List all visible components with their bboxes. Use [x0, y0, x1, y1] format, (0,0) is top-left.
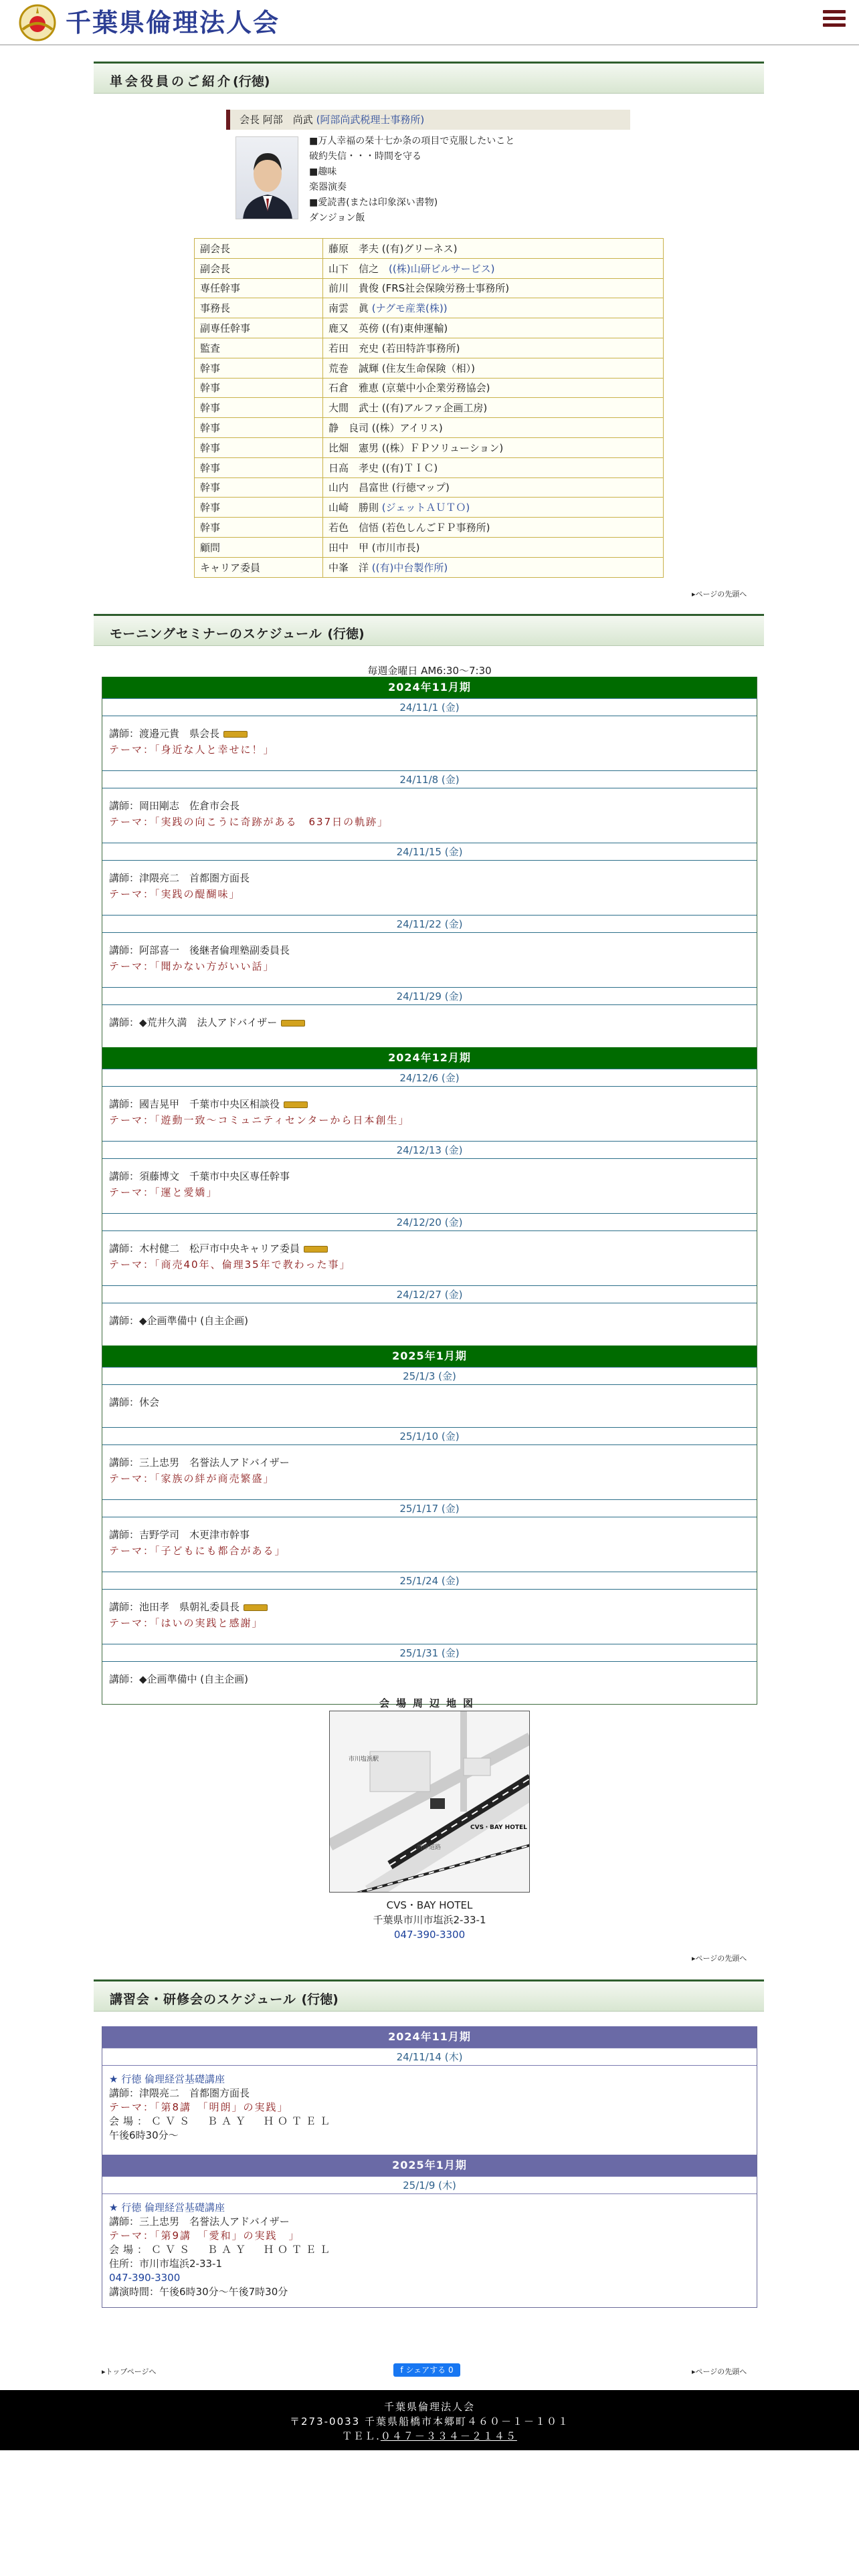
morning-section-suffix: (行徳) [327, 627, 365, 641]
officer-name: 前川 貴俊 (FRS社会保険労務士事務所) [328, 282, 510, 295]
officer-role: 顧問 [195, 537, 323, 557]
session-lecturer: 講師：渡邉元貴 県会長 [109, 728, 220, 740]
session-lecturer-line [109, 1096, 750, 1112]
morning-section-title: モーニングセミナーのスケジュール [110, 627, 322, 641]
session-date: 25/1/3 (金) [102, 1367, 757, 1385]
lecture-section-suffix: (行徳) [301, 1992, 339, 2007]
session-lecturer: 講師：岡田剛志 佐倉市会長 [109, 800, 240, 812]
lecture-item [102, 2066, 757, 2155]
officer-name: 山崎 勝則 [328, 502, 382, 514]
session-date: 24/11/1 (金) [102, 698, 757, 716]
officer-role: 幹事 [195, 378, 323, 398]
officer-name-cell [323, 338, 664, 358]
session-lecturer: 講師：須藤博文 千葉市中央区専任幹事 [109, 1170, 290, 1182]
lecture-lecturer: 講師：三上忠男 名誉法人アドバイザー [109, 2216, 290, 2228]
officer-name: 山下 信之 [328, 262, 389, 275]
officer-name: 比畑 憲男 ((株）ＦＰソリューション) [328, 441, 504, 454]
session-theme: テーマ：「子どもにも都合がある」 [109, 1545, 286, 1557]
session-theme: テーマ：「遊動一致〜コミュニティセンターから日本創生」 [109, 1114, 410, 1126]
officer-name-cell [323, 398, 664, 418]
officer-name: 日高 孝史 ((有)ＴＩＣ) [328, 461, 438, 474]
officer-name-cell [323, 358, 664, 378]
morning-section-header [94, 614, 764, 646]
session-theme: テーマ：「運と愛嬌」 [109, 1186, 218, 1198]
lecture-category[interactable]: ★ 行徳 倫理経営基礎講座 [109, 2073, 225, 2085]
officer-role: 幹事 [195, 437, 323, 457]
lecture-category[interactable]: ★ 行徳 倫理経営基礎講座 [109, 2202, 225, 2214]
venue-map[interactable] [329, 1711, 530, 1893]
lecture-lecturer: 講師：津隈亮二 首都圏方面長 [109, 2087, 250, 2099]
lecture-venue: 会場：ＣＶＳ ＢＡＹ ＨＯＴＥＬ [109, 2115, 335, 2127]
officer-row [195, 239, 664, 259]
president-label: 会長 阿部 尚武 [240, 114, 313, 126]
officer-name-cell [323, 258, 664, 278]
president-note: ■趣味 [309, 167, 337, 177]
map-icon [330, 1711, 530, 1893]
session-item [102, 1590, 757, 1644]
officer-row [195, 557, 664, 577]
session-item [102, 861, 757, 915]
officer-role: 副会長 [195, 258, 323, 278]
profile-badge-icon[interactable] [284, 1101, 308, 1108]
map-title: 会場周辺地図 [379, 1697, 480, 1709]
lecture-detail: 午後6時30分〜 [109, 2129, 179, 2141]
session-theme: テーマ：「実践の醍醐味」 [109, 888, 241, 900]
officer-row [195, 477, 664, 498]
session-date: 24/12/20 (金) [102, 1213, 757, 1231]
session-date: 24/11/8 (金) [102, 770, 757, 788]
month-header: 2024年11月期 [102, 677, 757, 698]
footer-tel-label: ＴＥＬ. [342, 2430, 381, 2442]
session-lecturer-line [109, 1671, 750, 1687]
to-top-link[interactable]: ▸ページの先頭へ [692, 2367, 747, 2376]
session-theme: テーマ：「実践の向こうに奇跡がある 637日の軌跡」 [109, 816, 389, 828]
president-note: ■万人幸福の栞十七か条の項目で克服したいこと [309, 136, 515, 146]
officer-role: 幹事 [195, 498, 323, 518]
portrait-icon [236, 137, 298, 219]
officer-name-cell [323, 378, 664, 398]
officer-name: 石倉 雅恵 (京葉中小企業労務協会) [328, 382, 490, 395]
officer-name-cell [323, 318, 664, 338]
officer-row [195, 418, 664, 438]
session-date: 25/1/24 (金) [102, 1572, 757, 1590]
session-item [102, 716, 757, 770]
officer-company-link[interactable]: ((株)山研ビルサービス) [389, 262, 495, 275]
officer-name-cell [323, 557, 664, 577]
session-date: 24/11/29 (金) [102, 987, 757, 1005]
session-date: 24/11/15 (金) [102, 843, 757, 861]
officer-name-cell [323, 537, 664, 557]
officers-table [194, 238, 664, 578]
profile-badge-icon[interactable] [223, 731, 248, 738]
officer-company-link[interactable]: (ジェットＡＵＴＯ) [381, 502, 470, 514]
venue-name: CVS・BAY HOTEL [386, 1899, 473, 1911]
officer-name: 藤原 孝夫 ((有)グリーネス) [328, 242, 458, 255]
month-header: 2024年12月期 [102, 1047, 757, 1069]
session-item [102, 1385, 757, 1427]
logo-icon[interactable] [19, 4, 56, 41]
officers-section-title: 単会役員のご紹介 [110, 74, 233, 89]
session-lecturer-line [109, 870, 750, 886]
session-lecturer: 講師：木村健二 松戸市中央キャリア委員 [109, 1243, 300, 1255]
session-item [102, 1445, 757, 1499]
officer-role: 事務長 [195, 298, 323, 318]
officer-name: 山内 昌富世 (行徳マップ) [328, 481, 450, 494]
officer-name-cell [323, 518, 664, 538]
session-lecturer-line [109, 1599, 750, 1615]
session-item [102, 788, 757, 843]
lecture-venue: 会場：ＣＶＳ ＢＡＹ ＨＯＴＥＬ [109, 2244, 335, 2256]
officer-name: 若色 信悟 (若色しんごＦＰ事務所) [328, 522, 490, 534]
session-lecturer-line [109, 1014, 750, 1031]
officer-role: 監査 [195, 338, 323, 358]
president-note: 楽器演奏 [309, 182, 347, 193]
session-lecturer-line [109, 1313, 750, 1329]
session-theme: テーマ：「家族の絆が商売繁盛」 [109, 1473, 275, 1485]
officer-role: 幹事 [195, 477, 323, 498]
session-lecturer-line [109, 1527, 750, 1543]
officer-role: 幹事 [195, 398, 323, 418]
officer-name-cell [323, 437, 664, 457]
morning-schedule [102, 677, 757, 1705]
footer-tel-line [0, 2429, 859, 2444]
lecture-item [102, 2194, 757, 2307]
session-item [102, 1517, 757, 1572]
officer-name: 田中 甲 (市川市長) [328, 541, 420, 554]
lecture-schedule [102, 2026, 757, 2308]
session-lecturer-line [109, 1394, 750, 1410]
share-button[interactable]: f シェアする 0 [393, 2363, 460, 2377]
officer-row [195, 318, 664, 338]
president-notes [309, 134, 514, 226]
officer-row [195, 358, 664, 378]
officer-row [195, 278, 664, 298]
officer-row [195, 437, 664, 457]
to-top-page-link[interactable]: ▸トップページへ [102, 2367, 157, 2376]
session-lecturer-line [109, 942, 750, 958]
session-lecturer: 講師：國吉晃甲 千葉市中央区相談役 [109, 1098, 280, 1110]
month-header: 2025年1月期 [102, 1346, 757, 1367]
officer-role: 幹事 [195, 518, 323, 538]
session-date: 24/12/13 (金) [102, 1141, 757, 1159]
session-item [102, 1303, 757, 1346]
officer-role: キャリア委員 [195, 557, 323, 577]
session-date: 25/1/10 (金) [102, 1427, 757, 1445]
session-lecturer: 講師：◆企画準備中 (自主企画) [109, 1673, 249, 1685]
map-label-station: 市川塩浜駅 [349, 1756, 379, 1763]
officer-name-cell [323, 498, 664, 518]
session-lecturer-line [109, 1168, 750, 1184]
officer-role: 幹事 [195, 418, 323, 438]
officer-role: 専任幹事 [195, 278, 323, 298]
officer-name-cell [323, 418, 664, 438]
session-theme: テーマ：「聞かない方がいい話」 [109, 960, 275, 972]
officer-row [195, 298, 664, 318]
officers-section-header [94, 62, 764, 94]
venue-tel-link[interactable]: 047-390-3300 [393, 1929, 466, 1941]
officer-name: 大間 武士 ((有)アルファ企画工房) [328, 402, 488, 415]
session-lecturer-line [109, 1241, 750, 1257]
president-note: 破約失信・・・時間を守る [309, 151, 421, 162]
officer-name-cell [323, 477, 664, 498]
session-item [102, 1231, 757, 1285]
officer-company-link[interactable]: (ナグモ産業(株)) [371, 302, 448, 315]
footer-org: 千葉県倫理法人会 [383, 2401, 475, 2413]
footer-address: 〒273-0033 千葉県船橋市本郷町４６０－１－１０１ [290, 2416, 569, 2428]
officer-name: 若田 充史 (若田特許事務所) [328, 342, 460, 354]
lecture-date: 25/1/9 (木) [102, 2176, 757, 2194]
session-lecturer-line [109, 798, 750, 814]
profile-badge-icon[interactable] [281, 1020, 305, 1027]
officer-row [195, 398, 664, 418]
session-date: 25/1/31 (金) [102, 1644, 757, 1662]
officer-name: 中峯 洋 [328, 561, 372, 574]
officers-section-suffix: (行徳) [233, 74, 270, 89]
session-date: 24/11/22 (金) [102, 915, 757, 933]
session-item [102, 933, 757, 987]
officer-name: 荒巻 誠輝 (住友生命保険（相）) [328, 362, 475, 374]
to-top-link[interactable]: ▸ページの先頭へ [692, 1954, 747, 1963]
lecture-tel-link[interactable]: 047-390-3300 [109, 2272, 181, 2284]
map-label-road: 湾岸道路 [417, 1844, 442, 1851]
officer-name-cell [323, 298, 664, 318]
seminar-time-note: 毎週金曜日 AM6:30〜7:30 [367, 665, 492, 677]
officer-row [195, 498, 664, 518]
lecture-theme: テーマ：「第8講 「明朗」の実践」 [109, 2101, 289, 2113]
session-date: 24/12/27 (金) [102, 1285, 757, 1303]
session-item [102, 1087, 757, 1141]
session-item [102, 1005, 757, 1047]
president-note: ■愛読書(または印象深い書物) [309, 197, 438, 208]
officer-row [195, 378, 664, 398]
site-title[interactable]: 千葉県倫理法人会 [66, 7, 280, 37]
officer-row [195, 258, 664, 278]
lecture-month-header: 2025年1月期 [102, 2155, 757, 2176]
session-date: 25/1/17 (金) [102, 1499, 757, 1517]
president-photo [235, 136, 298, 219]
map-label-hotel: CVS・BAY HOTEL [470, 1824, 527, 1831]
session-theme: テーマ：「はいの実践と感謝」 [109, 1617, 264, 1629]
president-note: ダンジョン飯 [309, 213, 365, 223]
session-theme: テーマ：「身近な人と幸せに！」 [109, 744, 275, 756]
officer-name: 南雲 眞 [328, 302, 372, 315]
to-top-link[interactable]: ▸ページの先頭へ [692, 590, 747, 599]
site-header [0, 0, 859, 45]
lecture-month-header: 2024年11月期 [102, 2026, 757, 2048]
officer-row [195, 537, 664, 557]
session-item [102, 1159, 757, 1213]
footer-tel-link[interactable]: ０４７－３３４－２１４５ [380, 2430, 517, 2442]
officer-row [195, 338, 664, 358]
session-lecturer: 講師：◆荒井久満 法人アドバイザー [109, 1016, 278, 1029]
session-lecturer: 講師：阿部喜一 後継者倫理塾副委員長 [109, 944, 290, 956]
lecture-date: 24/11/14 (木) [102, 2048, 757, 2066]
officer-role: 副専任幹事 [195, 318, 323, 338]
session-lecturer: 講師：三上忠男 名誉法人アドバイザー [109, 1457, 290, 1469]
session-lecturer: 講師：◆企画準備中 (自主企画) [109, 1315, 249, 1327]
session-theme: テーマ：「商売40年、倫理35年で教わった事」 [109, 1259, 351, 1271]
officer-name-cell [323, 278, 664, 298]
officer-name: 鹿又 英傍 ((有)東伸運輸) [328, 322, 448, 335]
session-lecturer: 講師：休会 [109, 1396, 160, 1408]
officer-role: 幹事 [195, 358, 323, 378]
hamburger-menu-icon[interactable] [823, 7, 846, 29]
venue-address: 千葉県市川市塩浜2-33-1 [373, 1914, 486, 1926]
officer-role: 副会長 [195, 239, 323, 259]
session-lecturer: 講師：津隈亮二 首都圏方面長 [109, 872, 250, 884]
session-lecturer: 講師：吉野学司 木更津市幹事 [109, 1529, 250, 1541]
officer-name: 静 良司 ((株）アイリス) [328, 422, 443, 435]
profile-badge-icon[interactable] [304, 1246, 328, 1253]
president-company-link[interactable]: (阿部尚武税理士事務所) [316, 114, 425, 126]
officer-name-cell [323, 239, 664, 259]
officer-role: 幹事 [195, 457, 323, 477]
president-bar [226, 110, 630, 130]
session-lecturer: 講師：池田孝 県朝礼委員長 [109, 1601, 240, 1613]
session-date: 24/12/6 (金) [102, 1069, 757, 1087]
site-footer [0, 2390, 859, 2450]
officer-name-cell [323, 457, 664, 477]
session-lecturer-line [109, 726, 750, 742]
officer-row [195, 457, 664, 477]
session-lecturer-line [109, 1455, 750, 1471]
lecture-section-title: 講習会・研修会のスケジュール [110, 1992, 296, 2007]
lecture-detail: 住所：市川市塩浜2-33-1 [109, 2258, 222, 2270]
profile-badge-icon[interactable] [244, 1604, 268, 1611]
lecture-section-header [94, 1979, 764, 2012]
lecture-detail: 講演時間：午後6時30分〜午後7時30分 [109, 2286, 288, 2298]
officer-row [195, 518, 664, 538]
lecture-theme: テーマ：「第9講 「愛和」の実践 」 [109, 2230, 300, 2242]
officer-company-link[interactable]: ((有)中台製作所) [371, 561, 448, 574]
